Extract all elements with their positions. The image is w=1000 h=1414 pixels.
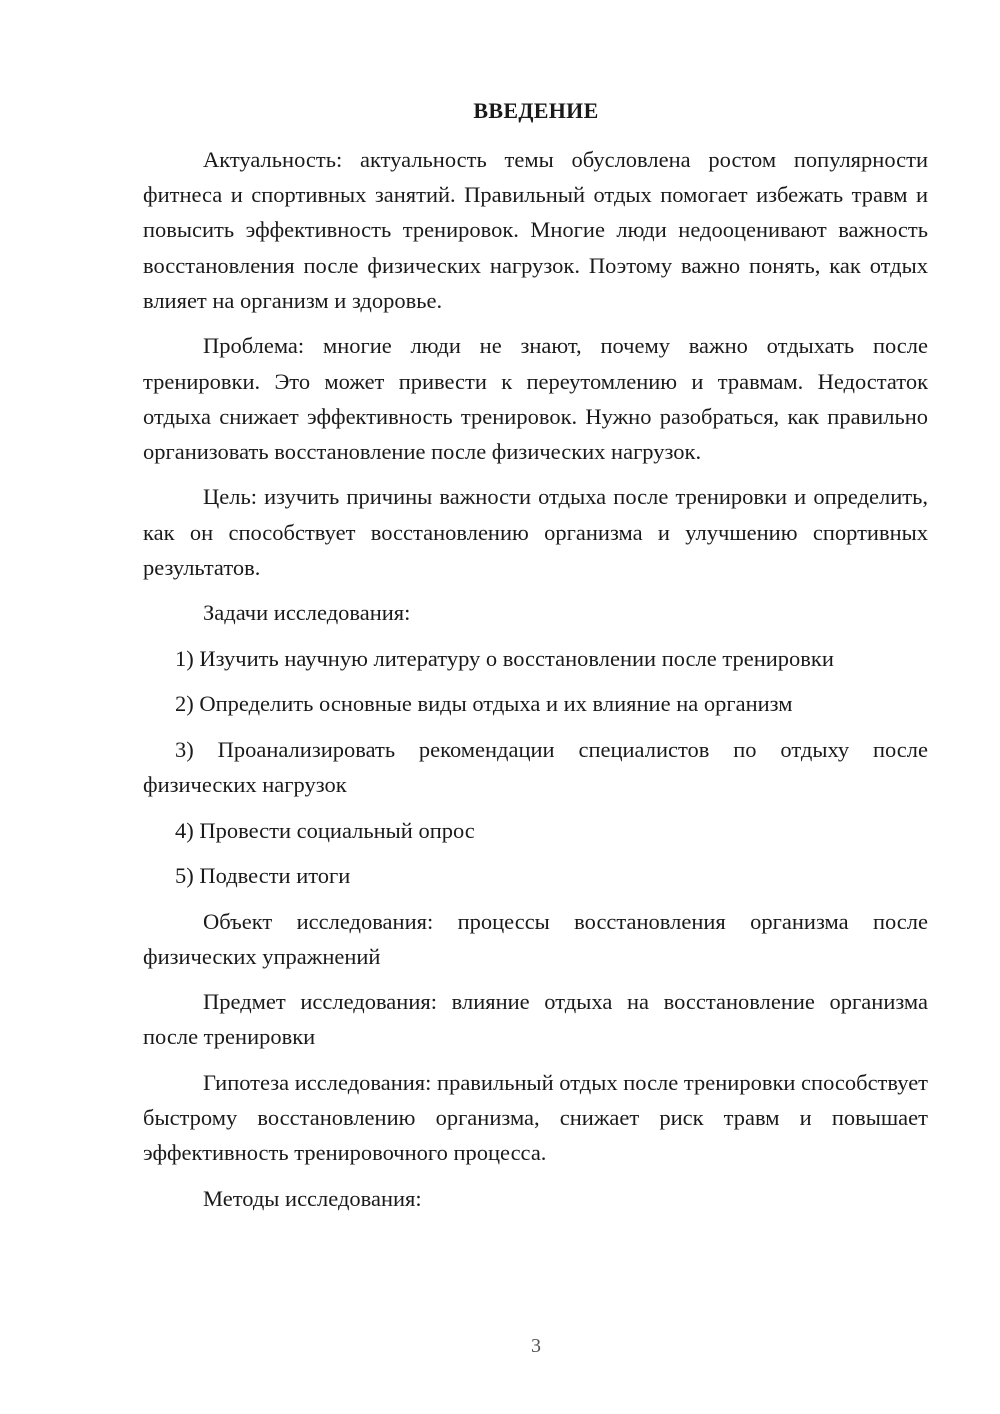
paragraph-hypothesis: Гипотеза исследования: правильный отдых после тренировки способствует быстрому восстановлению организма, снижает риск травм и повышает эффективность тренировочного процесса. (143, 1069, 929, 1166)
task-item-4: 4) Провести социальный опрос (175, 817, 475, 843)
paragraph-goal: Цель: изучить причины важности отдыха после тренировки и определить, как он способствует восстановлению организма и улучшению спортивных результатов. (143, 484, 928, 580)
page-number: 3 (531, 1335, 541, 1357)
paragraph-subject: Предмет исследования: влияние отдыха на восстановление организма после тренировки (143, 989, 928, 1050)
tasks-heading: Задачи исследования: (203, 600, 411, 626)
page-title: ВВЕДЕНИЕ (473, 98, 599, 123)
methods-heading: Методы исследования: (203, 1185, 422, 1211)
task-item-1: 1) Изучить научную литературу о восстановлении после тренировки (175, 645, 834, 671)
paragraph-object: Объект исследования: процессы восстановления организма после физических упражнений (143, 908, 928, 969)
task-item-5: 5) Подвести итоги (175, 863, 351, 889)
paragraph-problem: Проблема: многие люди не знают, почему важно отдыхать после тренировки. Это может привести к переутомлению и травмам. Недостаток отдыха снижает эффективность тренировок. Нужно разобраться, как правильно организовать восстановление после физических нагрузок. (143, 333, 928, 464)
task-item-2: 2) Определить основные виды отдыха и их влияние на организм (175, 691, 793, 717)
paragraph-relevance: Актуальность: актуальность темы обусловлена ростом популярности фитнеса и спортивных занятий. Правильный отдых помогает избежать травм и повысить эффективность тренировок. Многие люди недооценивают важность восстановления после физических нагрузок. Поэтому важно понять, как отдых влияет на организм и здоровье. (143, 147, 928, 313)
document-body (143, 142, 928, 1226)
task-item-3: 3) Проанализировать рекомендации специалистов по отдыху после физических нагрузок (143, 736, 928, 798)
